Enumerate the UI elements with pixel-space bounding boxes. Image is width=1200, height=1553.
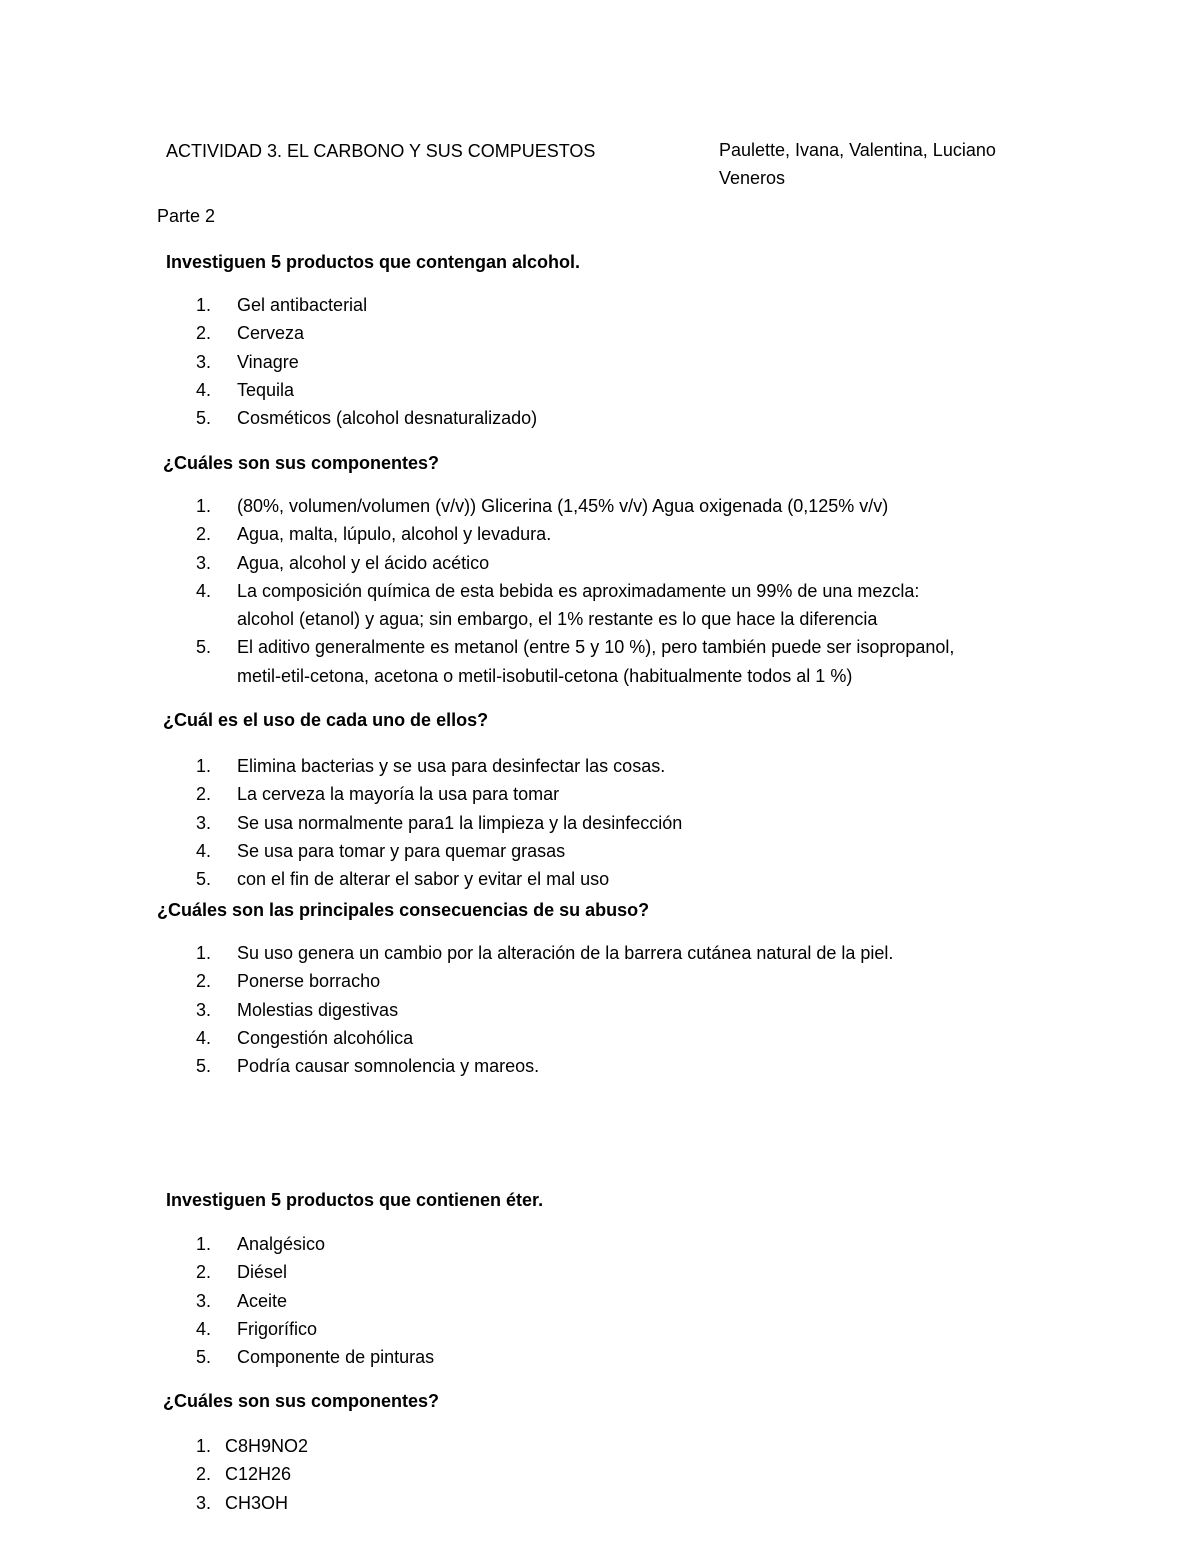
item-number: 4. [196,379,212,400]
item-number: 2. [196,524,212,545]
item-text: Cosméticos (alcohol desnaturalizado) [237,408,538,429]
item-text: Cerveza [237,323,305,344]
item-number: 1. [196,295,212,315]
item-text: CH3OH [225,1492,289,1513]
item-number: 3. [196,552,212,573]
item-text: Gel antibacterial [237,295,368,315]
list-item [196,633,954,690]
list-item [196,1287,434,1315]
list-abuse-consequences [196,939,893,1080]
item-number: 1. [196,496,212,516]
item-text: Se usa para tomar y para quemar grasas [237,840,566,861]
list-item [196,1489,308,1517]
item-number: 2. [196,323,212,344]
item-number: 3. [196,351,212,372]
list-item [196,1343,434,1371]
item-text: Componente de pinturas [237,1347,435,1368]
item-text-continued: alcohol (etanol) y agua; sin embargo, el 1% restante es lo que hace la diferencia [237,609,878,630]
item-text: La composición química de esta bebida es aproximadamente un 99% de una mezcla: [237,580,920,601]
item-text: con el fin de alterar el sabor y evitar el mal uso [237,869,610,890]
item-text: Diésel [237,1262,288,1283]
authors [719,136,996,192]
item-text: Su uso genera un cambio por la alteración de la barrera cutánea natural de la piel. [237,943,894,963]
list-item [196,577,954,634]
item-text: Congestión alcohólica [237,1027,414,1048]
list-item [196,865,682,893]
question-abuse-consequences: ¿Cuáles son las principales consecuencias de su abuso? [157,900,650,920]
item-text: Molestias digestivas [237,999,399,1020]
list-item [196,967,893,995]
item-number: 4. [196,1318,212,1339]
item-text: Ponerse borracho [237,971,381,992]
item-text: Se usa normalmente para1 la limpieza y la desinfección [237,812,683,833]
item-number: 5. [196,637,212,658]
item-text: La cerveza la mayoría la usa para tomar [237,784,560,805]
item-number: 4. [196,840,212,861]
list-ether-products [196,1230,434,1371]
list-item [196,837,682,865]
item-number: 5. [196,869,212,890]
list-alcohol-products [196,291,537,432]
list-item [196,1315,434,1343]
item-number: 3. [196,1492,212,1513]
item-text: Agua, alcohol y el ácido acético [237,552,490,573]
item-text: Elimina bacterias y se usa para desinfectar las cosas. [237,756,666,776]
item-text: Tequila [237,379,295,400]
item-number: 5. [196,408,212,429]
list-item [196,404,537,432]
item-text: C12H26 [225,1464,292,1485]
question-ether-components: ¿Cuáles son sus componentes? [163,1391,440,1411]
question-alcohol-components: ¿Cuáles son sus componentes? [163,453,440,473]
list-item [196,376,537,404]
item-number: 1. [196,1436,212,1456]
item-text: El aditivo generalmente es metanol (entre 5 y 10 %), pero también puede ser isopropanol, [237,637,955,658]
item-text-continued: metil-etil-cetona, acetona o metil-isobutil-cetona (habitualmente todos al 1 %) [237,665,853,686]
item-text: Podría causar somnolencia y mareos. [237,1056,540,1077]
item-number: 5. [196,1056,212,1077]
item-number: 3. [196,1290,212,1311]
item-number: 3. [196,812,212,833]
authors-line-2: Veneros [719,168,786,188]
item-number: 5. [196,1347,212,1368]
item-number: 2. [196,971,212,992]
authors-line-1: Paulette, Ivana, Valentina, Luciano [719,140,996,160]
question-alcohol-products: Investiguen 5 productos que contengan alcohol. [166,252,581,272]
item-number: 1. [196,1234,212,1254]
item-number: 2. [196,784,212,805]
item-number: 4. [196,1027,212,1048]
item-number: 1. [196,756,212,776]
item-text: C8H9NO2 [225,1436,309,1456]
item-text: Agua, malta, lúpulo, alcohol y levadura. [237,524,552,545]
item-number: 2. [196,1262,212,1283]
list-item [196,780,682,808]
list-item [196,1230,434,1258]
item-text: Analgésico [237,1234,326,1254]
item-number: 3. [196,999,212,1020]
item-number: 1. [196,943,212,963]
item-text: Frigorífico [237,1318,318,1339]
item-number: 2. [196,1464,212,1485]
list-alcohol-uses [196,752,682,893]
list-item [196,492,954,520]
list-item [196,1432,308,1460]
list-item [196,1460,308,1488]
item-text: Vinagre [237,351,299,372]
list-item [196,1052,893,1080]
list-item [196,1024,893,1052]
list-item [196,1258,434,1286]
list-item [196,809,682,837]
item-number: 4. [196,580,212,601]
list-item [196,520,954,548]
item-text: (80%, volumen/volumen (v/v)) Glicerina (1,45% v/v) Agua oxigenada (0,125% v/v) [237,496,889,516]
question-alcohol-uses: ¿Cuál es el uso de cada uno de ellos? [163,710,489,730]
list-item [196,348,537,376]
list-item [196,319,537,347]
list-item [196,996,893,1024]
part-label: Parte 2 [157,206,216,226]
question-ether-products: Investiguen 5 productos que contienen éter. [166,1190,544,1210]
item-text: Aceite [237,1290,288,1311]
document-title: ACTIVIDAD 3. EL CARBONO Y SUS COMPUESTOS [166,141,596,161]
list-item [196,549,954,577]
list-alcohol-components [196,492,954,690]
list-ether-components [196,1432,308,1517]
list-item [196,752,682,780]
list-item [196,939,893,967]
list-item [196,291,537,319]
